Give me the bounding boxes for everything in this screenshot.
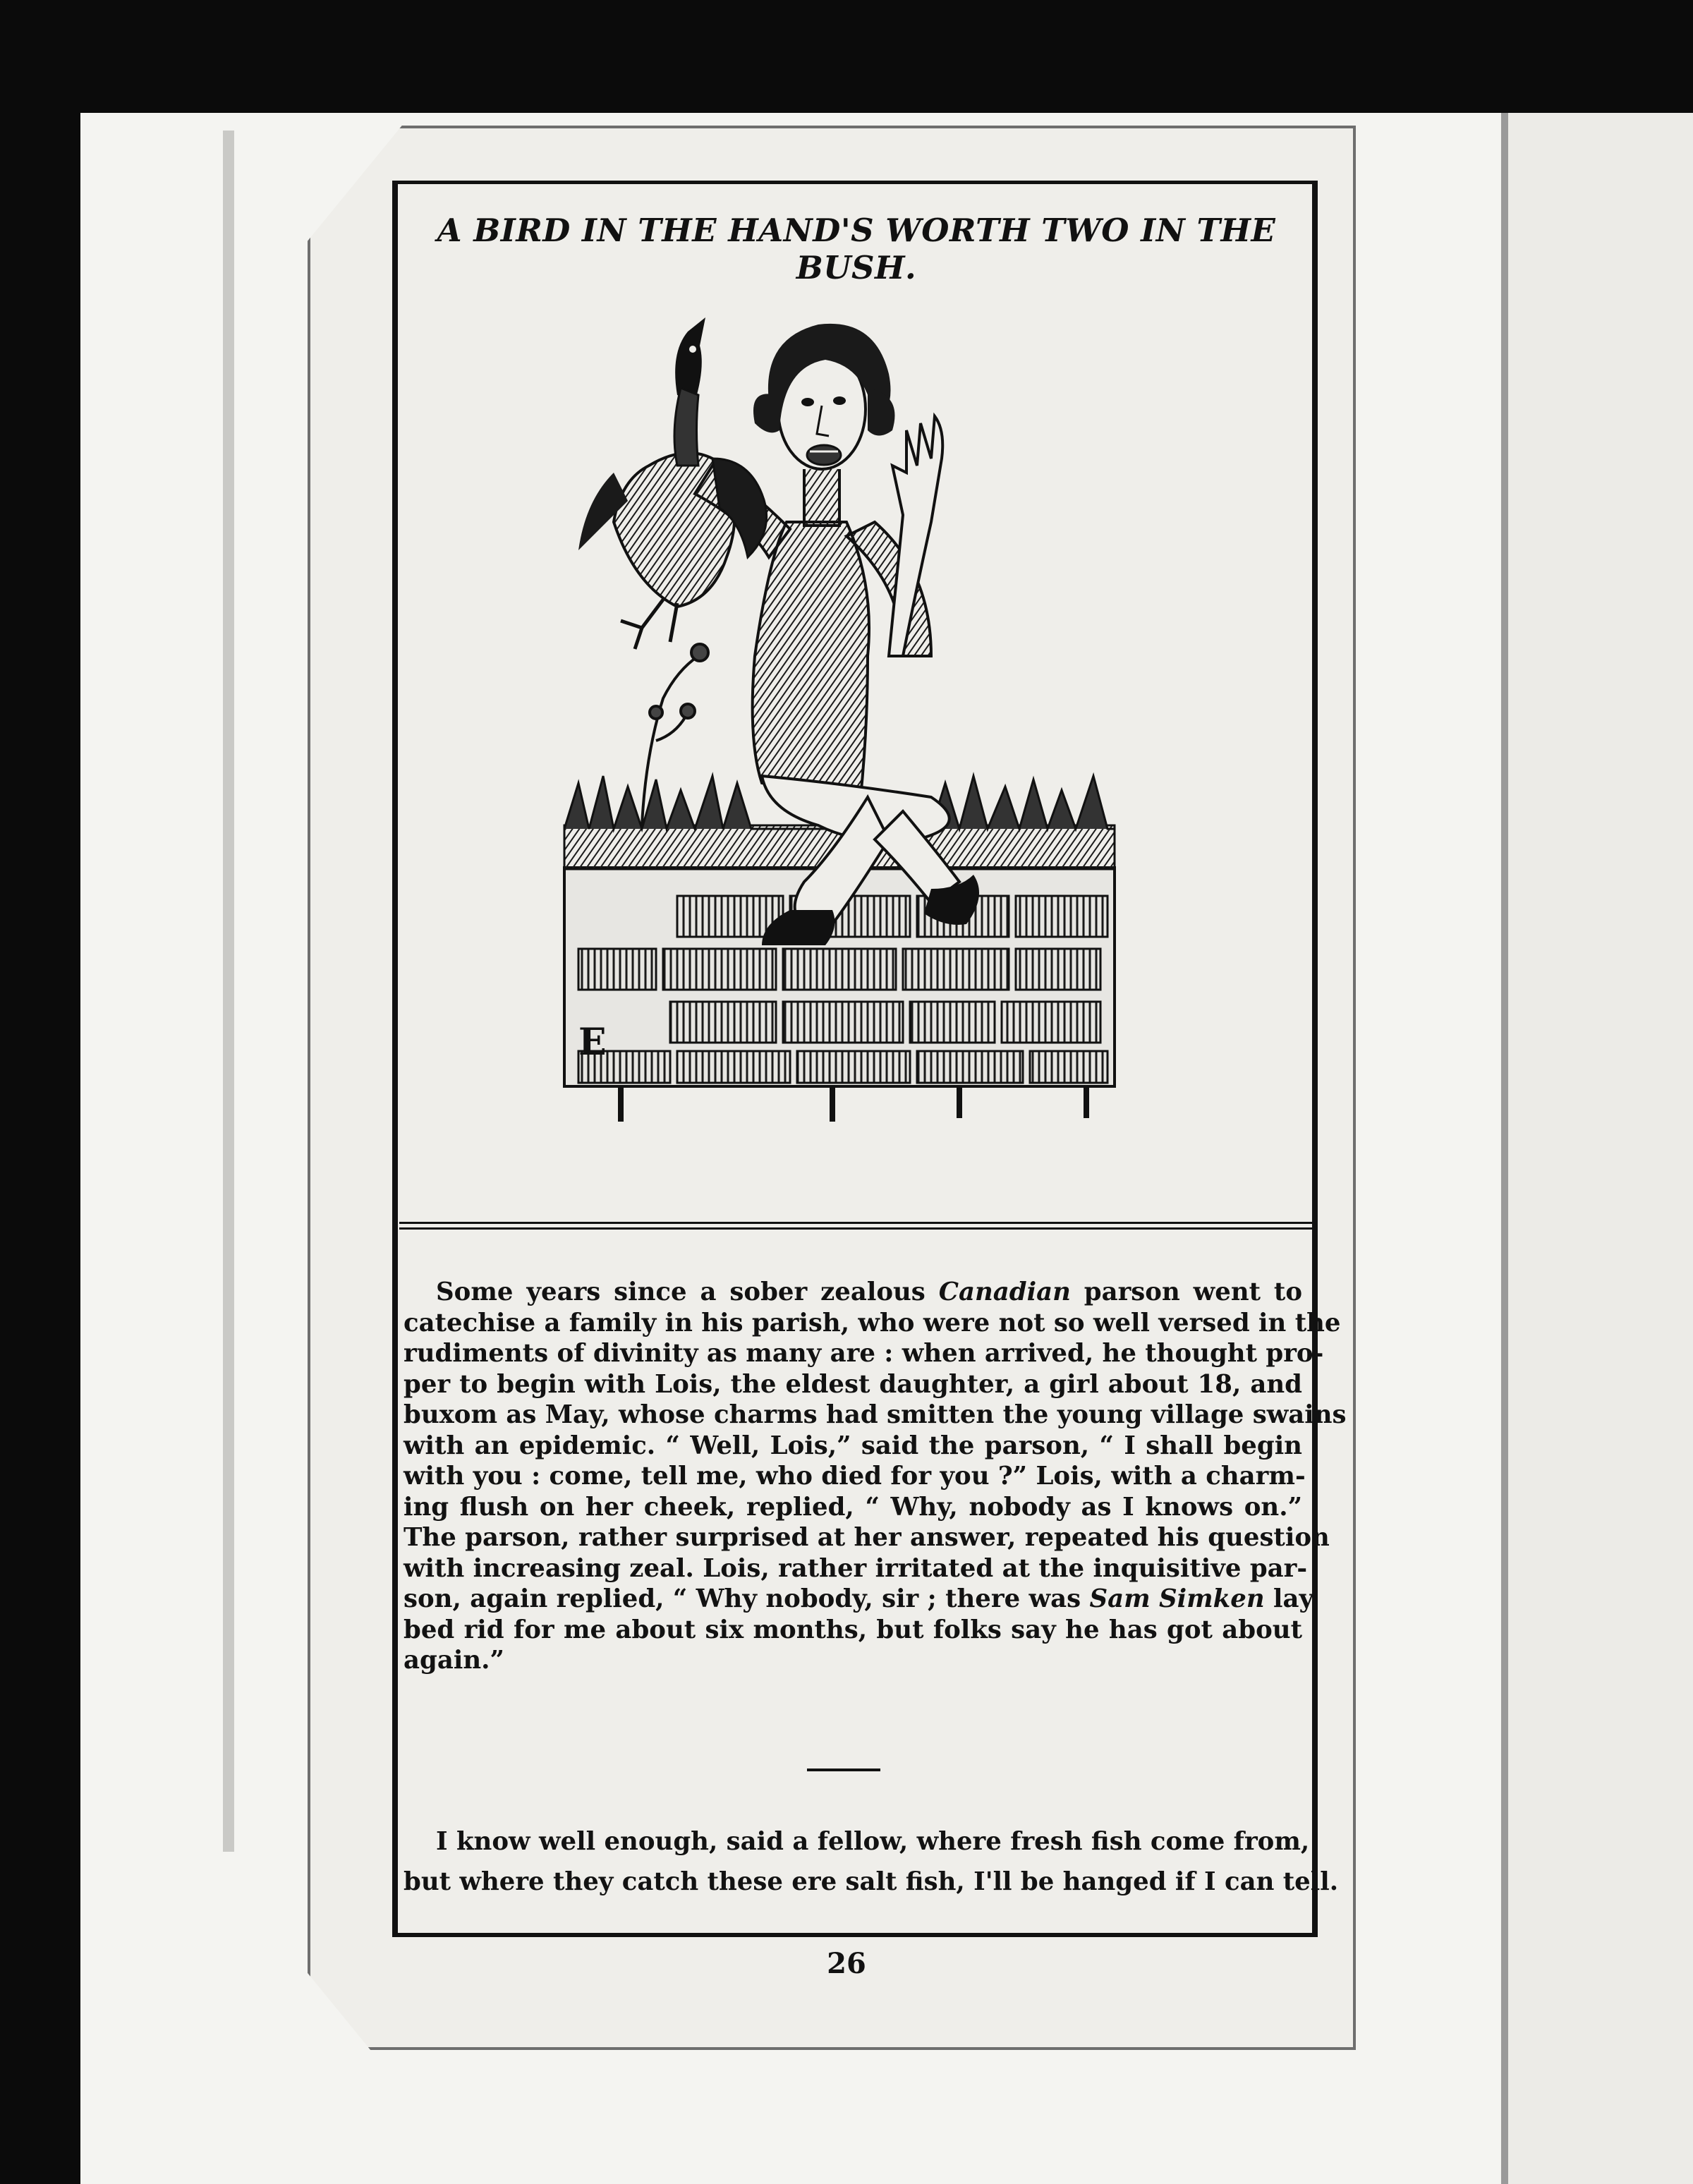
anecdote-line: bed rid for me about six months, but folks say he has got about (403, 1615, 1302, 1644)
anecdote-line: again.” (403, 1646, 504, 1675)
facing-page-edge (1501, 113, 1693, 2184)
joke-line: I know well enough, said a fellow, where fresh fish come from, (436, 1827, 1310, 1856)
section-divider (399, 1222, 1313, 1230)
salt-fish-joke (403, 1821, 1339, 1902)
anecdote-line: son, again replied, “ Why nobody, sir ; there was Sam Simken lay (403, 1584, 1314, 1613)
page-title: A BIRD IN THE HAND'S WORTH TWO IN THE BUSH. (437, 212, 1276, 286)
engraver-signature: E (578, 1021, 607, 1064)
anecdote-line: ing flush on her cheek, replied, “ Why, nobody as I knows on.” (403, 1492, 1302, 1522)
anecdote-line: with increasing zeal. Lois, rather irritated at the inquisitive par- (403, 1553, 1308, 1583)
parson-anecdote (403, 1277, 1347, 1676)
anecdote-line: Some years since a sober zealous Canadian parson went to (436, 1278, 1302, 1306)
woodcut-illustration (536, 289, 1171, 1227)
joke-line: but where they catch these ere salt fish, I'll be hanged if I can tell. (403, 1867, 1339, 1896)
anecdote-line: The parson, rather surprised at her answer, repeated his question (403, 1523, 1330, 1552)
page-gutter-edge (223, 131, 234, 1852)
anecdote-line: buxom as May, whose charms had smitten the young village swains (403, 1400, 1347, 1429)
short-divider-rule (807, 1769, 880, 1771)
bird-held-by-neck (578, 317, 767, 649)
anecdote-line: per to begin with Lois, the eldest daughter, a girl about 18, and (403, 1369, 1302, 1399)
anecdote-line: with an epidemic. “ Well, Lois,” said the parson, “ I shall begin (403, 1431, 1302, 1460)
page-number: 26 (827, 1947, 866, 1980)
anecdote-line: catechise a family in his parish, who were not so well versed in the (403, 1308, 1341, 1337)
anecdote-line: rudiments of divinity as many are : when arrived, he thought pro- (403, 1339, 1324, 1368)
anecdote-line: with you : come, tell me, who died for you ?” Lois, with a charm- (403, 1462, 1306, 1491)
